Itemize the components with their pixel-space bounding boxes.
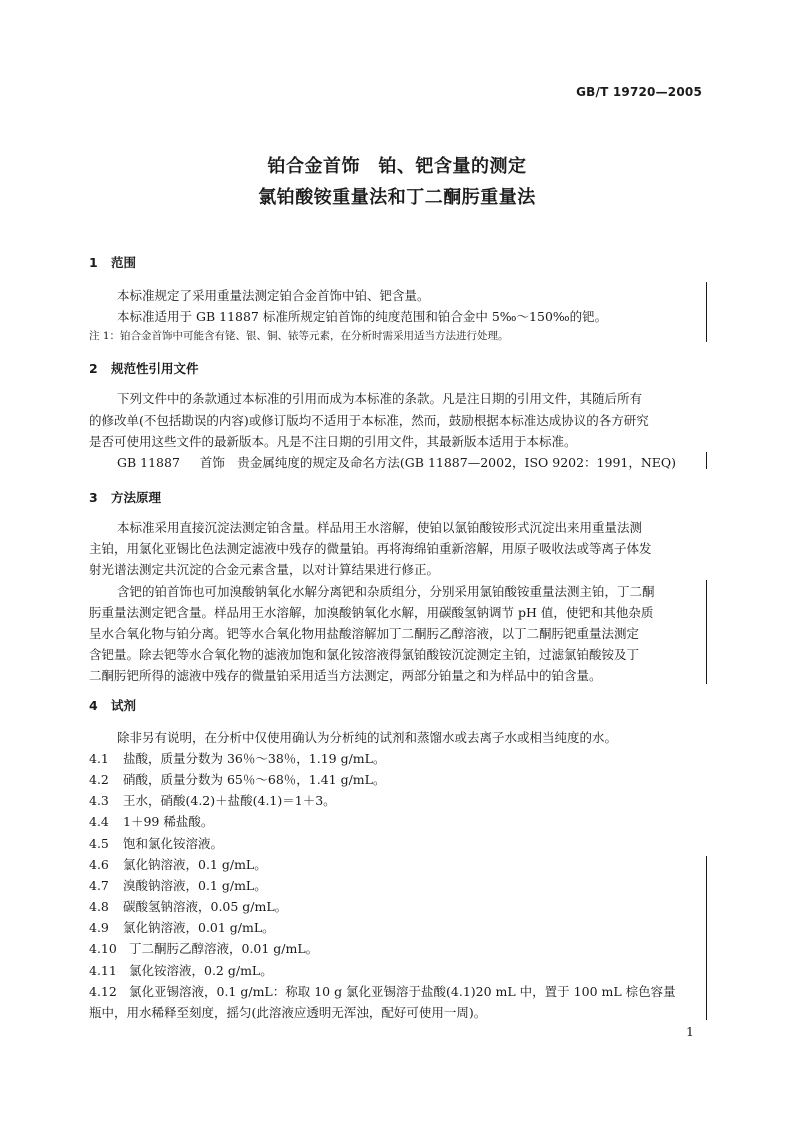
item-text: 硝酸，质量分数为 65％～68％，1.41 g/mL。: [123, 772, 386, 787]
item-number: 4.5: [89, 836, 109, 851]
section-title: 规范性引用文件: [111, 361, 199, 376]
section-title: 试剂: [111, 698, 137, 713]
change-bar: [706, 282, 707, 342]
reagent-item: [89, 812, 213, 830]
reagent-item-continuation: 瓶中，用水稀释至刻度，摇匀(此溶液应透明无浑浊，配好可使用一周)。: [89, 1005, 487, 1020]
item-text: 碳酸氢钠溶液，0.05 g/mL。: [123, 899, 288, 914]
reagent-item: [89, 749, 385, 767]
document-title-line-2: 氯铂酸铵重量法和丁二酮肟重量法: [258, 187, 536, 208]
principle-line-5: 肟重量法测定钯含量。样品用王水溶解，加溴酸钠氧化水解，用碳酸氢钠调节 pH 值，使钯和其他杂质: [89, 605, 654, 620]
reagents-intro: 除非另有说明，在分析中仅使用确认为分析纯的试剂和蒸馏水或去离子水或相当纯度的水。: [117, 730, 618, 745]
principle-line-7: 含钯量。除去钯等水合氧化物的滤液加饱和氯化铵溶液得氯铂酸铵沉淀测定主铂，过滤氯铂酸铵及丁: [89, 647, 640, 662]
section-number: 1: [89, 255, 98, 270]
section-number: 3: [89, 490, 98, 505]
section-4-heading: [89, 696, 136, 714]
item-text: 盐酸，质量分数为 36％～38％，1.19 g/mL。: [123, 751, 386, 766]
item-number: 4.7: [89, 878, 109, 893]
principle-line-8: 二酮肟钯所得的滤液中残存的微量铂采用适当方法测定，两部分铂量之和为样品中的铂含量。: [89, 668, 602, 683]
item-text: 氯化钠溶液，0.01 g/mL。: [123, 920, 275, 935]
principle-line-6: 呈水合氧化物与铂分离。钯等水合氧化物用盐酸溶解加丁二酮肟乙醇溶液，以丁二酮肟钯重量法测定: [89, 626, 640, 641]
scope-paragraph-2: 本标准适用于 GB 11887 标准所规定铂首饰的纯度范围和铂合金中 5‰～150‰的钯。: [117, 309, 608, 324]
section-number: 4: [89, 698, 98, 713]
item-text: 氯化亚锡溶液，0.1 g/mL：称取 10 g 氯化亚锡溶于盐酸(4.1)20 mL 中，置于 100 mL 棕色容量: [129, 984, 676, 999]
references-line-3: 是否可使用这些文件的最新版本。凡是不注日期的引用文件，其最新版本适用于本标准。: [89, 434, 577, 449]
section-3-heading: [89, 488, 161, 506]
item-text: 溴酸钠溶液，0.1 g/mL。: [123, 878, 267, 893]
references-line-2: 的修改单(不包括勘误的内容)或修订版均不适用于本标准，然而，鼓励根据本标准达成协议的各方研究: [89, 413, 649, 428]
document-title-line-1: 铂合金首饰 铂、钯含量的测定: [267, 156, 527, 177]
reagent-item: [89, 791, 336, 809]
references-line-1: 下列文件中的条款通过本标准的引用而成为本标准的条款。凡是注日期的引用文件，其随后所有: [117, 391, 643, 406]
principle-line-1: 本标准采用直接沉淀法测定铂含量。样品用王水溶解，使铂以氯铂酸铵形式沉淀出来用重量法测: [117, 520, 643, 535]
change-bar: [706, 580, 707, 684]
reagent-item: [89, 876, 267, 894]
item-text: 丁二酮肟乙醇溶液，0.01 g/mL。: [129, 941, 319, 956]
reagent-item: [89, 982, 676, 1000]
reference-title: 首饰 贵金属纯度的规定及命名方法(GB 11887—2002，ISO 9202：1991，NEQ): [199, 455, 677, 470]
reagent-item: [89, 961, 273, 979]
change-bar: [706, 452, 707, 469]
principle-line-3: 射光谱法测定共沉淀的合金元素含量，以对计算结果进行修正。: [89, 562, 440, 577]
scope-note: 注 1：铂合金首饰中可能含有铑、银、铜、铱等元素，在分析时需采用适当方法进行处理。: [89, 330, 509, 342]
principle-line-2: 主铂，用氯化亚锡比色法测定滤液中残存的微量铂。再将海绵铂重新溶解，用原子吸收法或等离子体发: [89, 541, 652, 556]
item-number: 4.11: [89, 963, 117, 978]
item-number: 4.1: [89, 751, 109, 766]
reference-entry: [117, 453, 676, 471]
item-text: 饱和氯化铵溶液。: [123, 836, 224, 851]
section-number: 2: [89, 361, 98, 376]
reagent-item: [89, 770, 385, 788]
change-bar: [706, 856, 707, 1020]
item-text: 氯化钠溶液，0.1 g/mL。: [123, 857, 267, 872]
section-title: 范围: [111, 255, 137, 270]
reagent-item: [89, 918, 275, 936]
item-number: 4.3: [89, 793, 109, 808]
item-number: 4.8: [89, 899, 109, 914]
section-title: 方法原理: [111, 490, 162, 505]
item-number: 4.10: [89, 941, 117, 956]
section-2-heading: [89, 359, 199, 377]
item-text: 1＋99 稀盐酸。: [123, 814, 214, 829]
reagent-item: [89, 897, 287, 915]
scope-paragraph-1: 本标准规定了采用重量法测定铂合金首饰中铂、钯含量。: [117, 288, 430, 303]
reagent-item: [89, 834, 223, 852]
item-number: 4.6: [89, 857, 109, 872]
principle-line-4: 含钯的铂首饰也可加溴酸钠氧化水解分离钯和杂质组分，分别采用氯铂酸铵重量法测主铂，丁二酮: [117, 584, 655, 599]
item-number: 4.9: [89, 920, 109, 935]
reference-code: GB 11887: [117, 455, 180, 470]
standard-number: GB/T 19720—2005: [576, 85, 702, 99]
page-number: 1: [686, 1024, 694, 1039]
reagent-item: [89, 939, 318, 957]
item-number: 4.4: [89, 814, 109, 829]
item-text: 王水，硝酸(4.2)＋盐酸(4.1)＝1＋3。: [123, 793, 336, 808]
section-1-heading: [89, 253, 136, 271]
item-number: 4.2: [89, 772, 109, 787]
item-text: 氯化铵溶液，0.2 g/mL。: [129, 963, 273, 978]
item-number: 4.12: [89, 984, 117, 999]
reagent-item: [89, 855, 267, 873]
